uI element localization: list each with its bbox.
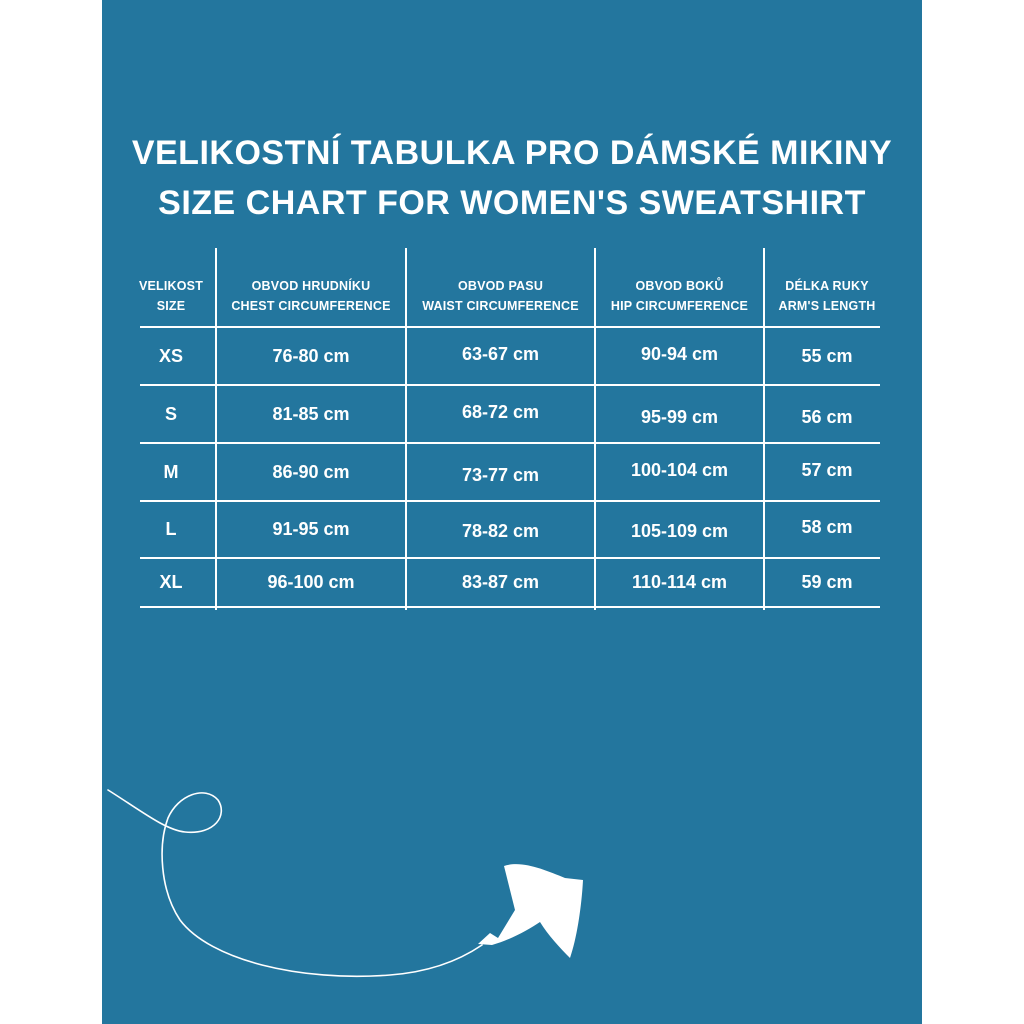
arm-cell: 57 cm xyxy=(801,459,853,480)
hip-cell: 100-104 cm xyxy=(630,459,729,480)
header-label-en: ARM'S LENGTH xyxy=(778,298,876,313)
chest-cell: 96-100 cm xyxy=(267,572,355,592)
paper-plane-icon xyxy=(478,864,583,958)
hip-cell: 90-94 cm xyxy=(640,343,719,364)
header-label-cz: VELIKOST xyxy=(138,278,204,293)
header-label-cz: OBVOD HRUDNÍKU xyxy=(251,278,371,293)
header-label-cz: OBVOD BOKŮ xyxy=(635,278,724,293)
flight-trail xyxy=(108,790,482,976)
size-cell: XS xyxy=(158,345,183,366)
waist-cell: 73-77 cm xyxy=(461,464,540,485)
header-label-en: CHEST CIRCUMFERENCE xyxy=(231,298,391,313)
header-label-en: WAIST CIRCUMFERENCE xyxy=(422,298,579,313)
hip-cell: 95-99 cm xyxy=(640,406,719,427)
title-czech: VELIKOSTNÍ TABULKA PRO DÁMSKÉ MIKINY xyxy=(131,134,893,172)
chest-cell: 76-80 cm xyxy=(272,345,350,366)
arm-cell: 56 cm xyxy=(801,406,853,427)
arm-cell: 58 cm xyxy=(801,517,853,537)
chest-cell: 81-85 cm xyxy=(272,403,350,424)
header-label-en: SIZE xyxy=(156,298,186,313)
waist-cell: 68-72 cm xyxy=(461,401,540,422)
size-cell: L xyxy=(165,519,177,539)
waist-cell: 63-67 cm xyxy=(461,343,540,364)
title-english: SIZE CHART FOR WOMEN'S SWEATSHIRT xyxy=(158,184,866,222)
size-cell: XL xyxy=(159,572,183,592)
chest-cell: 86-90 cm xyxy=(272,461,350,482)
arm-cell: 55 cm xyxy=(801,345,853,366)
chest-cell: 91-95 cm xyxy=(272,519,350,539)
header-label-en: HIP CIRCUMFERENCE xyxy=(610,298,749,313)
hip-cell: 105-109 cm xyxy=(630,521,729,541)
header-label-cz: OBVOD PASU xyxy=(457,278,544,293)
header-label-cz: DÉLKA RUKY xyxy=(785,278,869,293)
waist-cell: 83-87 cm xyxy=(461,572,540,592)
waist-cell: 78-82 cm xyxy=(461,521,540,541)
size-cell: S xyxy=(164,403,177,424)
arm-cell: 59 cm xyxy=(801,572,853,592)
hip-cell: 110-114 cm xyxy=(631,572,728,592)
size-cell: M xyxy=(163,461,179,482)
